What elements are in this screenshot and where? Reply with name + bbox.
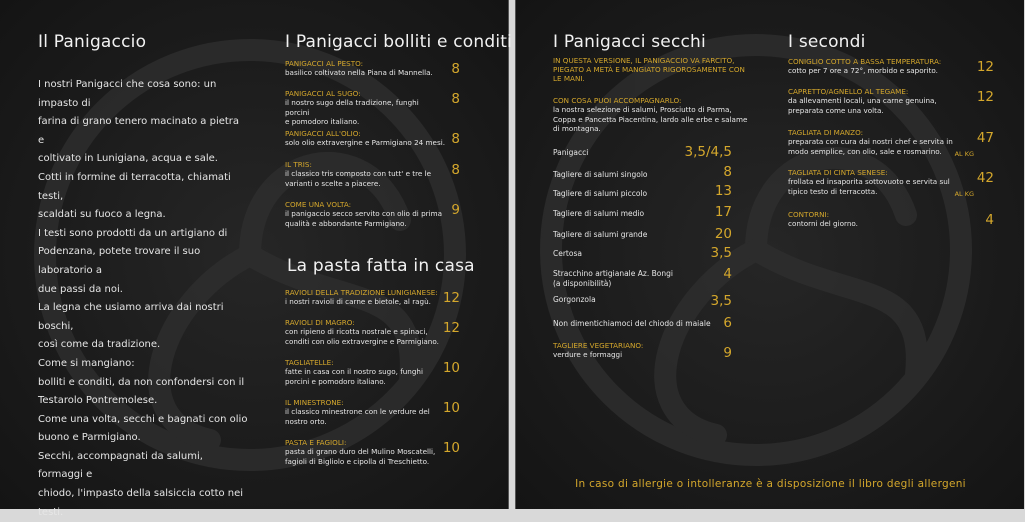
bolliti-item (285, 129, 445, 148)
secondi-item-unit: AL KG (954, 190, 974, 198)
intro-line: Podenzana, potete trovare il suo laboratorio a (38, 246, 201, 276)
bolliti-item-desc: solo olio extravergine e Parmigiano 24 mesi. (285, 138, 445, 147)
secondi-item-price: 4 (985, 212, 994, 228)
secondi-item-price: 42 (976, 170, 994, 186)
secchi-row-label (553, 230, 647, 240)
secondi-item-desc: cotto per 7 ore a 72°, morbido e saporito. (788, 66, 938, 75)
pasta-item-desc: nostro orto. (285, 416, 327, 426)
secondi-item-title: TAGLIATA DI CINTA SENESE: (788, 168, 888, 177)
secchi-row-label-line: Gorgonzola (553, 295, 596, 304)
pasta-item-title: RAVIOLI DELLA TRADIZIONE LUNIGIANESE: (285, 288, 438, 297)
secchi-row-price: 4 (723, 266, 732, 282)
secondi-item-desc: da allevamenti locali, una carne genuina, (788, 96, 937, 105)
intro-line: così come da tradizione. (38, 339, 161, 351)
pasta-item (285, 358, 445, 386)
secchi-row-label (553, 170, 648, 180)
intro-line: Secchi, accompagnati da salumi, formaggi e (38, 450, 203, 481)
secondi-item-title: CONTORNI: (788, 210, 830, 219)
intro-line: La legna che usiamo arriva dai nostri boschi, (38, 302, 224, 332)
secondi-heading: I secondi (788, 32, 866, 52)
pasta-item-price: 10 (442, 360, 460, 376)
intro-text (38, 76, 248, 522)
secchi-row-label (553, 189, 647, 199)
intro-line: coltivato in Lunigiana, acqua e sale. (38, 153, 218, 165)
secchi-row-price: 3,5 (710, 293, 732, 309)
bolliti-item-price: 8 (451, 162, 460, 178)
secchi-row-label-line: Tagliere di salumi piccolo (553, 189, 648, 198)
secchi-row-label (553, 319, 711, 329)
menu-page-left (0, 0, 513, 518)
bolliti-heading: I Panigacci bolliti e conditi (285, 32, 513, 52)
pasta-item-title: TAGLIATELLE: (285, 358, 334, 367)
bolliti-item-desc: qualità e abbondante Parmigiano. (285, 218, 407, 228)
pasta-item-desc: porcini e pomodoro italiano. (285, 376, 386, 386)
secchi-intro-line: IN QUESTA VERSIONE, IL PANIGACCIO VA FARCITO, (553, 56, 735, 65)
secondi-item-price: 12 (976, 59, 994, 75)
bolliti-item (285, 200, 445, 228)
intro-line: Testarolo Pontremolese. (38, 395, 158, 407)
bolliti-item-title: IL TRIS: (285, 160, 312, 169)
secondi-item (788, 168, 978, 196)
bolliti-item (285, 160, 445, 188)
secchi-row-price: 8 (723, 164, 732, 180)
pasta-item-price: 10 (442, 400, 460, 416)
bolliti-item-title: PANIGACCI AL PESTO: (285, 59, 364, 68)
secchi-row-label (553, 295, 596, 305)
secondi-item-desc: modo semplice, con olio, sale e rosmarino. (788, 146, 942, 156)
pasta-item-price: 10 (442, 440, 460, 456)
bolliti-item-desc: il nostro sugo della tradizione, funghi porcini (285, 98, 419, 117)
accompagnare-desc: di montagna. (553, 124, 601, 133)
pasta-item-price: 12 (442, 320, 460, 336)
intro-line: due passi da noi. (38, 283, 123, 295)
pasta-item-desc: fagioli di Bigliolo e cipolla di Treschietto. (285, 456, 430, 466)
bolliti-item-title: COME UNA VOLTA: (285, 200, 352, 209)
secchi-row-label-line: Stracchino artigianale Az. Bongi (553, 269, 673, 278)
secondi-item-desc: contorni del giorno. (788, 219, 858, 228)
secchi-heading: I Panigacci secchi (553, 32, 706, 52)
intro-line: I testi sono prodotti da un artigiano di (38, 227, 228, 239)
pasta-item-desc: con ripieno di ricotta nostrale e spinaci, (285, 327, 428, 336)
secchi-intro (553, 56, 753, 83)
secchi-row-price: 20 (714, 226, 732, 242)
intro-line: scaldati su fuoco a legna. (38, 209, 166, 221)
secondi-item-price: 47 (976, 130, 994, 146)
bolliti-item-title: PANIGACCI ALL'OLIO: (285, 129, 361, 138)
accompagnare-title: CON COSA PUOI ACCOMPAGNARLO: (553, 96, 682, 105)
pasta-heading: La pasta fatta in casa (287, 256, 475, 276)
secondi-item-price: 12 (976, 89, 994, 105)
pasta-item-title: IL MINESTRONE: (285, 398, 344, 407)
pasta-item (285, 398, 445, 426)
pasta-item (285, 438, 445, 466)
secondi-item (788, 210, 978, 229)
secondi-item-title: CAPRETTO/AGNELLO AL TEGAME: (788, 87, 909, 96)
bolliti-item-desc: varianti o scelte a piacere. (285, 178, 381, 188)
secondi-item-desc: preparata con cura dai nostri chef e servita in (788, 137, 953, 146)
pasta-item-desc: pasta di grano duro del Mulino Moscatelli, (285, 447, 436, 456)
bolliti-item (285, 59, 445, 78)
intro-line: Cotti in formine di terracotta, chiamati testi, (38, 171, 231, 202)
secchi-row-price: 6 (723, 315, 732, 331)
secchi-row-label (553, 249, 582, 259)
secchi-row-label-line: Tagliere di salumi grande (553, 230, 648, 239)
pasta-item-desc: fatte in casa con il nostro sugo, funghi (285, 367, 423, 376)
pasta-item-desc: i nostri ravioli di carne e bietole, al ragù. (285, 297, 431, 306)
bolliti-item-desc: il panigaccio secco servito con olio di prima (285, 209, 442, 218)
intro-line: chiodo, l'impasto della salsiccia cotto nei testi. (38, 488, 244, 518)
secchi-intro-line: PIEGATO A METÀ E MANGIATO RIGOROSAMENTE CON (553, 65, 745, 74)
vegetariano-title: TAGLIERE VEGETARIANO: (553, 341, 644, 350)
bolliti-item-price: 8 (451, 91, 460, 107)
bolliti-item-desc: e pomodoro italiano. (285, 117, 360, 126)
intro-line: I nostri Panigacci che cosa sono: un impasto di (38, 79, 217, 109)
intro-line: farina di grano tenero macinato a pietra e (38, 116, 240, 146)
secondi-item-desc: frollata ed insaporita sottovuoto e servita sul (788, 177, 950, 186)
secchi-row-price: 13 (714, 183, 732, 199)
secchi-row-label (553, 148, 588, 158)
allergen-notice: In caso di allergie o intolleranze è a disposizione il libro degli allergeni (575, 478, 966, 490)
secondi-item-title: TAGLIATA DI MANZO: (788, 128, 864, 137)
pasta-item-title: PASTA E FAGIOLI: (285, 438, 347, 447)
intro-line: Come si mangiano: (38, 357, 135, 369)
secondi-item (788, 57, 978, 76)
vegetariano-desc: verdure e formaggi (553, 350, 623, 359)
bolliti-item-price: 8 (451, 131, 460, 147)
secchi-row-label-line: Panigacci (553, 148, 589, 157)
secondi-item-desc: preparata come una volta. (788, 105, 884, 115)
secondi-item-unit: AL KG (954, 150, 974, 158)
accompagnare-desc: la nostra selezione di salumi, Prosciutto di Parma, (553, 105, 732, 114)
secondi-item (788, 128, 978, 156)
secchi-row-price: 3,5/4,5 (684, 144, 732, 160)
menu-page-right (515, 0, 1024, 509)
secchi-row-label (553, 269, 673, 289)
secondi-item-title: CONIGLIO COTTO A BASSA TEMPERATURA: (788, 57, 942, 66)
secchi-row-label-line: Certosa (553, 249, 582, 258)
secchi-row-label-line: (a disponibilità) (553, 279, 612, 288)
bolliti-item-price: 9 (451, 202, 460, 218)
secchi-intro-line: LE MANI. (553, 74, 585, 83)
secchi-row-label (553, 209, 644, 219)
secondi-item (788, 87, 978, 115)
pasta-item (285, 318, 445, 346)
intro-line: Come una volta, secchi e bagnati con olio (38, 413, 248, 425)
accompagnare-desc: Coppa e Pancetta Piacentina, lardo alle erbe e salame (553, 114, 748, 124)
pasta-item-title: RAVIOLI DI MAGRO: (285, 318, 355, 327)
secchi-row-label-line: Tagliere di salumi singolo (553, 170, 648, 179)
pasta-item (285, 288, 445, 307)
vegetariano-price: 9 (723, 345, 732, 361)
bolliti-item-title: PANIGACCI AL SUGO: (285, 89, 361, 98)
intro-heading: Il Panigaccio (38, 32, 147, 52)
accompagnare-block (553, 96, 763, 134)
pasta-item-price: 12 (442, 290, 460, 306)
secchi-row-label-line: Non dimentichiamoci del chiodo di maiale (553, 319, 711, 328)
bolliti-item-desc: basilico coltivato nella Piana di Mannella. (285, 68, 433, 77)
bolliti-item-desc: il classico tris composto con tutt' e tre le (285, 169, 432, 178)
secchi-row-price: 3,5 (710, 245, 732, 261)
secchi-row-label-line: Tagliere di salumi medio (553, 209, 645, 218)
bolliti-item (285, 89, 445, 127)
pasta-item-desc: conditi con olio extravergine e Parmigiano. (285, 336, 439, 346)
secondi-item-desc: tipico testo di terracotta. (788, 186, 878, 196)
bolliti-item-price: 8 (451, 61, 460, 77)
intro-line: bolliti e conditi, da non confondersi con il (38, 376, 245, 388)
intro-line: buono e Parmigiano. (38, 432, 141, 444)
secchi-row-price: 17 (714, 204, 732, 220)
pasta-item-desc: il classico minestrone con le verdure del (285, 407, 430, 416)
